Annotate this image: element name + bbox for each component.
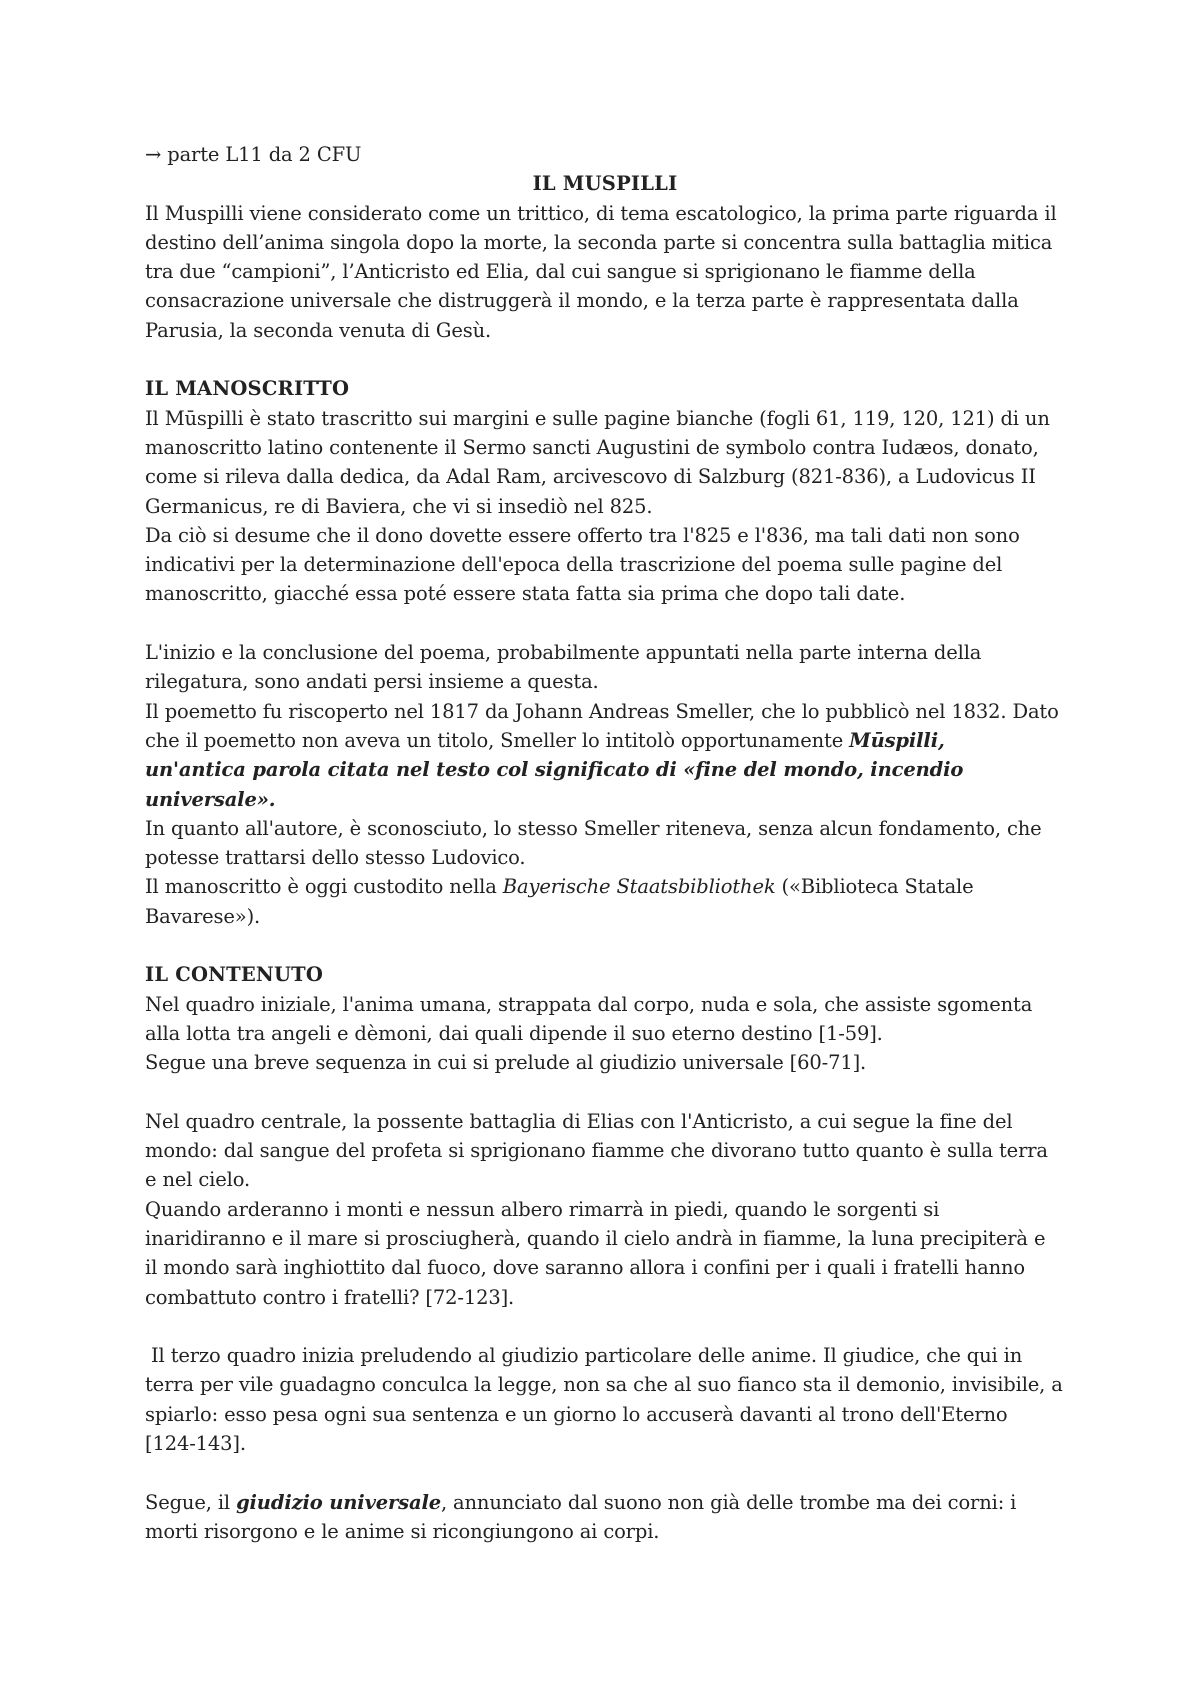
manoscritto-paragraph-4 (145, 697, 1065, 814)
text-span: che il poemetto non aveva un titolo, Smeller lo intitolò opportunamente (145, 728, 850, 752)
intro-paragraph (145, 199, 1065, 345)
text-line: il mondo sarà inghiottito dal fuoco, dove saranno allora i confini per i quali i fratelli hanno (145, 1256, 1025, 1280)
text-line (145, 726, 1065, 755)
text-line: inaridiranno e il mare si prosciugherà, quando il cielo andrà in fiamme, la luna precipiterà e (145, 1226, 1046, 1250)
section-heading-manoscritto: IL MANOSCRITTO (145, 377, 350, 401)
text-line: mondo: dal sangue del profeta si sprigionano fiamme che divorano tutto quanto è sulla terra (145, 1139, 1048, 1163)
text-span: Segue, il (145, 1490, 237, 1514)
text-span: , annunciato dal suono non già delle trombe ma dei corni: i (440, 1490, 1017, 1514)
text-line: potesse trattarsi dello stesso Ludovico. (145, 846, 526, 870)
text-line: consacrazione universale che distruggerà il mondo, e la terza parte è rappresentata dalla (145, 289, 1019, 313)
text-line: Il terzo quadro inizia preludendo al giudizio particolare delle anime. Il giudice, che qui in (151, 1344, 1023, 1368)
spacer (145, 345, 1065, 374)
text-span: («Biblioteca Statale (775, 875, 974, 899)
text-line: combattuto contro i fratelli? [72-123]. (145, 1285, 515, 1309)
manoscritto-paragraph-5 (145, 814, 1065, 873)
text-line: come si rileva dalla dedica, da Adal Ram, arcivescovo di Salzburg (821-836), a Ludovicus II (145, 465, 1036, 489)
section-heading-contenuto: IL CONTENUTO (145, 963, 324, 987)
text-line: morti risorgono e le anime si ricongiungono ai corpi. (145, 1519, 660, 1543)
text-line: Nel quadro centrale, la possente battaglia di Elias con l'Anticristo, a cui segue la fine del (145, 1109, 1013, 1133)
text-line: Quando arderanno i monti e nessun albero rimarrà in piedi, quando le sorgenti si (145, 1197, 940, 1221)
document-page (145, 140, 1065, 1546)
spacer (145, 1078, 1065, 1107)
emphasis-line: un'antica parola citata nel testo col significato di «fine del mondo, incendio (145, 758, 964, 782)
text-line: indicativi per la determinazione dell'epoca della trascrizione del poema sulle pagine del (145, 553, 1003, 577)
spacer (145, 1458, 1065, 1487)
text-line: Da ciò si desume che il dono dovette essere offerto tra l'825 e l'836, ma tali dati non sono (145, 523, 1020, 547)
text-line (145, 1488, 1065, 1517)
spacer (145, 1312, 1065, 1341)
text-line: Il Muspilli viene considerato come un trittico, di tema escatologico, la prima parte riguarda il (145, 201, 1057, 225)
manoscritto-paragraph-1 (145, 404, 1065, 521)
text-line: rilegatura, sono andati persi insieme a questa. (145, 670, 599, 694)
text-line: [124-143]. (145, 1432, 246, 1456)
text-line: tra due “campioni”, l’Anticristo ed Elia, dal cui sangue si sprigionano le fiamme della (145, 260, 976, 284)
emphasis-line: universale». (145, 787, 276, 811)
text-line: Segue una breve sequenza in cui si prelude al giudizio universale [60-71]. (145, 1051, 867, 1075)
text-line: manoscritto, giacché essa poté essere stata fatta sia prima che dopo tali date. (145, 582, 906, 606)
contenuto-paragraph-1 (145, 990, 1065, 1078)
text-line (145, 872, 1065, 901)
text-line: Germanicus, re di Baviera, che vi si insediò nel 825. (145, 494, 653, 518)
text-line: L'inizio e la conclusione del poema, probabilmente appuntati nella parte interna della (145, 641, 982, 665)
contenuto-paragraph-2 (145, 1107, 1065, 1312)
manoscritto-paragraph-6 (145, 872, 1065, 931)
intro-note: → parte L11 da 2 CFU (145, 143, 362, 166)
italic-text: Bayerische Staatsbibliothek (502, 875, 776, 899)
text-span: Il manoscritto è oggi custodito nella (145, 875, 503, 899)
text-line: destino dell’anima singola dopo la morte, la seconda parte si concentra sulla battaglia mitica (145, 230, 1053, 254)
text-line: Parusia, la seconda venuta di Gesù. (145, 318, 492, 342)
spacer (145, 609, 1065, 638)
text-line: e nel cielo. (145, 1168, 251, 1192)
text-line: Bavarese»). (145, 904, 261, 928)
emphasis-text: Mūspilli, (849, 728, 945, 752)
text-line: spiarlo: esso pesa ogni sua sentenza e un giorno lo accuserà davanti al trono dell'Eterno (145, 1402, 1008, 1426)
emphasis-text: giudizio universale (236, 1490, 441, 1514)
text-line: terra per vile guadagno conculca la legge, non sa che al suo fianco sta il demonio, invisibile, a (145, 1373, 1063, 1397)
text-line: Il Mūspilli è stato trascritto sui margini e sulle pagine bianche (fogli 61, 119, 120, 121) di un (145, 406, 1050, 430)
contenuto-paragraph-4 (145, 1488, 1065, 1547)
text-line: alla lotta tra angeli e dèmoni, dai quali dipende il suo eterno destino [1-59]. (145, 1021, 883, 1045)
contenuto-paragraph-3 (145, 1341, 1065, 1458)
text-line: Il poemetto fu riscoperto nel 1817 da Johann Andreas Smeller, che lo pubblicò nel 1832. Dato (145, 699, 1059, 723)
document-title: IL MUSPILLI (532, 172, 678, 196)
manoscritto-paragraph-3 (145, 638, 1065, 697)
text-line: Nel quadro iniziale, l'anima umana, strappata dal corpo, nuda e sola, che assiste sgomenta (145, 992, 1033, 1016)
text-line: manoscritto latino contenente il Sermo sancti Augustini de symbolo contra Iudæos, donato, (145, 435, 1039, 459)
manoscritto-paragraph-2 (145, 521, 1065, 609)
spacer (145, 931, 1065, 960)
text-line: In quanto all'autore, è sconosciuto, lo stesso Smeller riteneva, senza alcun fondamento, che (145, 816, 1042, 840)
